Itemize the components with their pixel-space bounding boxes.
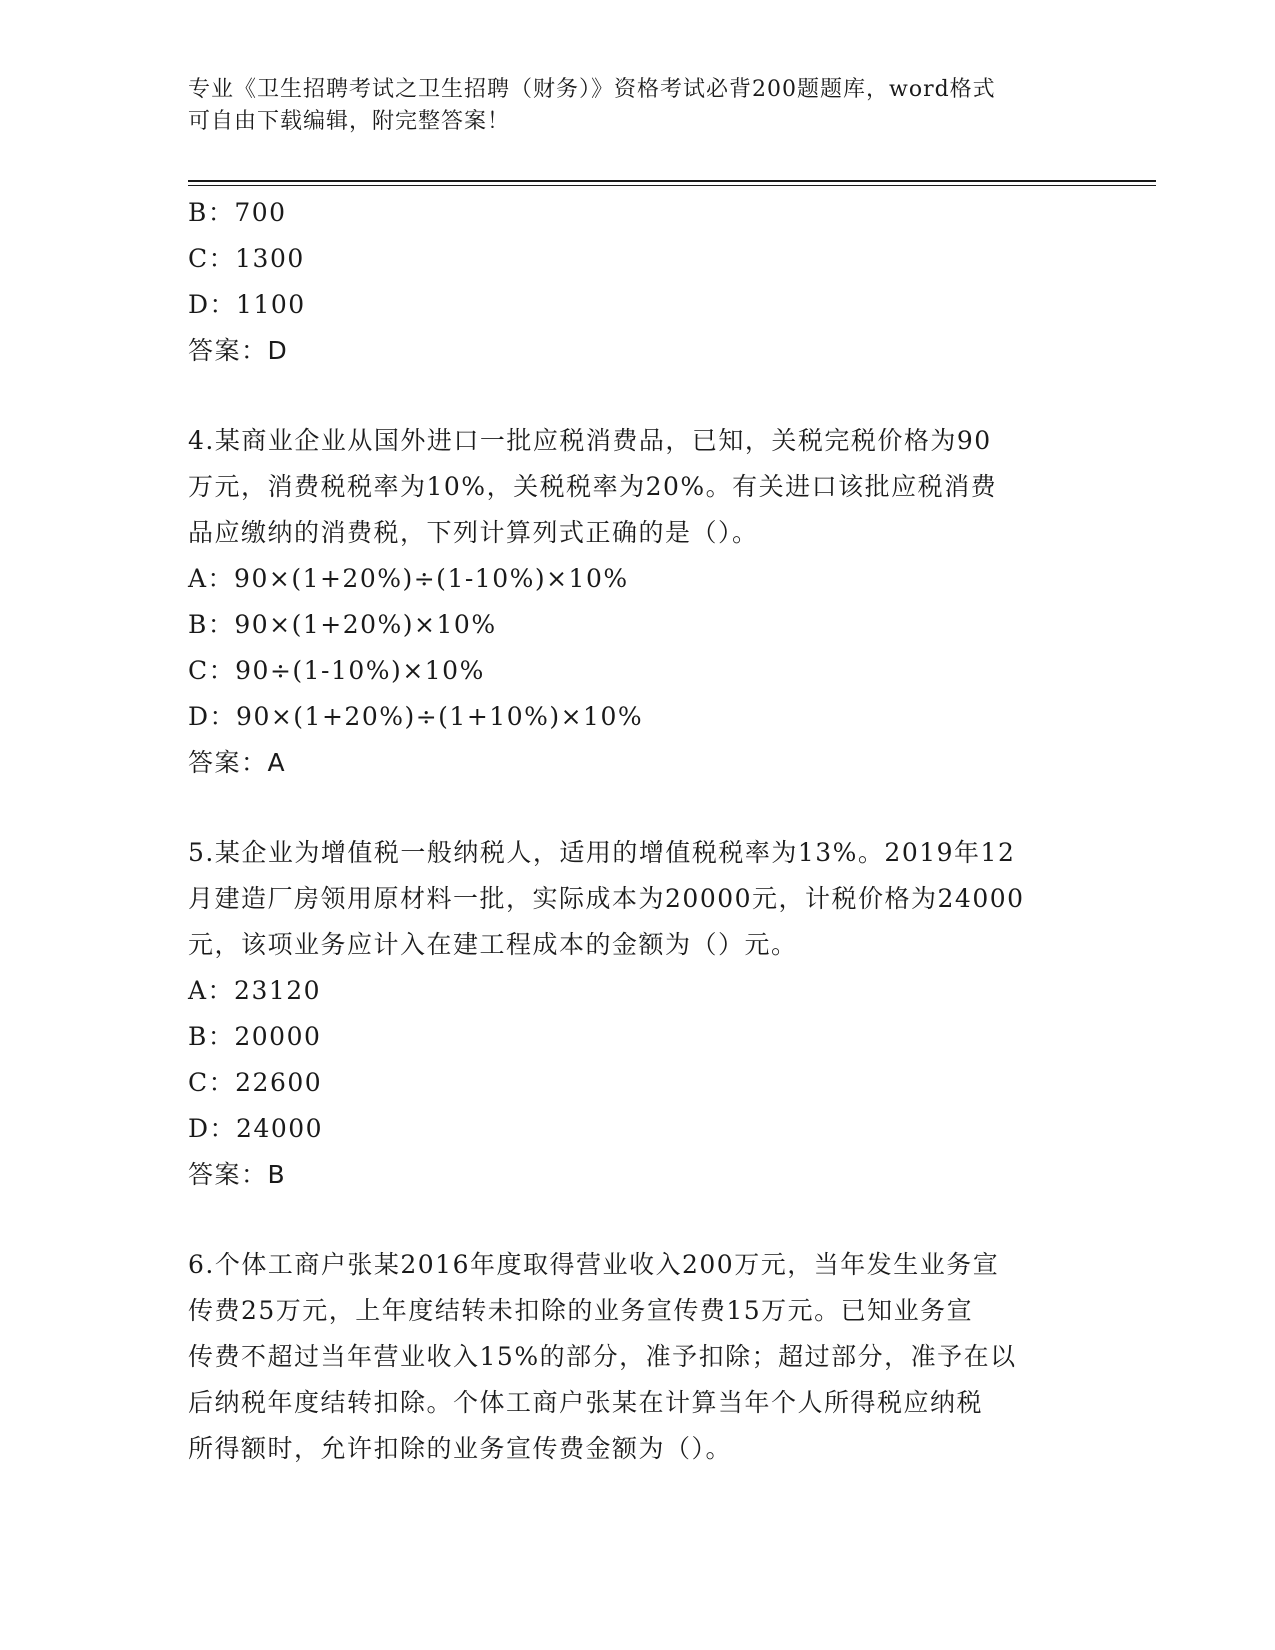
q4-option-c: C：90÷(1-10%)×10% bbox=[188, 656, 485, 685]
q4-stem-line: 4.某商业企业从国外进口一批应税消费品，已知，关税完税价格为90 bbox=[188, 426, 992, 455]
q3-option-b: B：700 bbox=[188, 198, 287, 227]
q5-option-d: D：24000 bbox=[188, 1114, 324, 1143]
question-4-block bbox=[188, 418, 1088, 786]
question-6-block bbox=[188, 1242, 1088, 1472]
header-line-2: 可自由下载编辑，附完整答案！ bbox=[188, 109, 511, 134]
q6-stem-line: 6.个体工商户张某2016年度取得营业收入200万元，当年发生业务宣 bbox=[188, 1250, 1000, 1279]
q3-option-d: D：1100 bbox=[188, 290, 306, 319]
header-divider-thick bbox=[188, 180, 1156, 182]
q3-answer: 答案：D bbox=[188, 336, 289, 365]
header-line-1: 专业《卫生招聘考试之卫生招聘（财务）》资格考试必背200题题库，word格式 bbox=[188, 77, 996, 102]
q5-option-a: A：23120 bbox=[188, 976, 322, 1005]
spacer bbox=[188, 1198, 1088, 1242]
q4-option-b: B：90×(1+20%)×10% bbox=[188, 610, 497, 639]
q6-stem-line: 所得额时，允许扣除的业务宣传费金额为（）。 bbox=[188, 1434, 733, 1463]
question-3-block bbox=[188, 190, 1088, 374]
q5-stem-line: 元，该项业务应计入在建工程成本的金额为（）元。 bbox=[188, 930, 798, 959]
q5-option-c: C：22600 bbox=[188, 1068, 323, 1097]
q4-stem-line: 万元，消费税税率为10%，关税税率为20%。有关进口该批应税消费 bbox=[188, 472, 998, 501]
question-content bbox=[188, 190, 1088, 1472]
q4-option-a: A：90×(1+20%)÷(1-10%)×10% bbox=[188, 564, 629, 593]
q6-stem-line: 后纳税年度结转扣除。个体工商户张某在计算当年个人所得税应纳税 bbox=[188, 1388, 984, 1417]
page-header bbox=[188, 74, 1068, 138]
header-divider-thin bbox=[188, 185, 1156, 186]
q5-stem-line: 月建造厂房领用原材料一批，实际成本为20000元，计税价格为24000 bbox=[188, 884, 1025, 913]
q4-option-d: D：90×(1+20%)÷(1+10%)×10% bbox=[188, 702, 644, 731]
q5-option-b: B：20000 bbox=[188, 1022, 322, 1051]
q5-answer: 答案：B bbox=[188, 1160, 287, 1189]
q4-stem-line: 品应缴纳的消费税，下列计算列式正确的是（）。 bbox=[188, 518, 759, 547]
q4-answer: 答案：A bbox=[188, 748, 287, 777]
q6-stem-line: 传费不超过当年营业收入15%的部分，准予扣除；超过部分，准予在以 bbox=[188, 1342, 1017, 1371]
q6-stem-line: 传费25万元，上年度结转未扣除的业务宣传费15万元。已知业务宣 bbox=[188, 1296, 974, 1325]
q3-option-c: C：1300 bbox=[188, 244, 305, 273]
spacer bbox=[188, 374, 1088, 418]
spacer bbox=[188, 786, 1088, 830]
question-5-block bbox=[188, 830, 1088, 1198]
q5-stem-line: 5.某企业为增值税一般纳税人，适用的增值税税率为13%。2019年12 bbox=[188, 838, 1016, 867]
